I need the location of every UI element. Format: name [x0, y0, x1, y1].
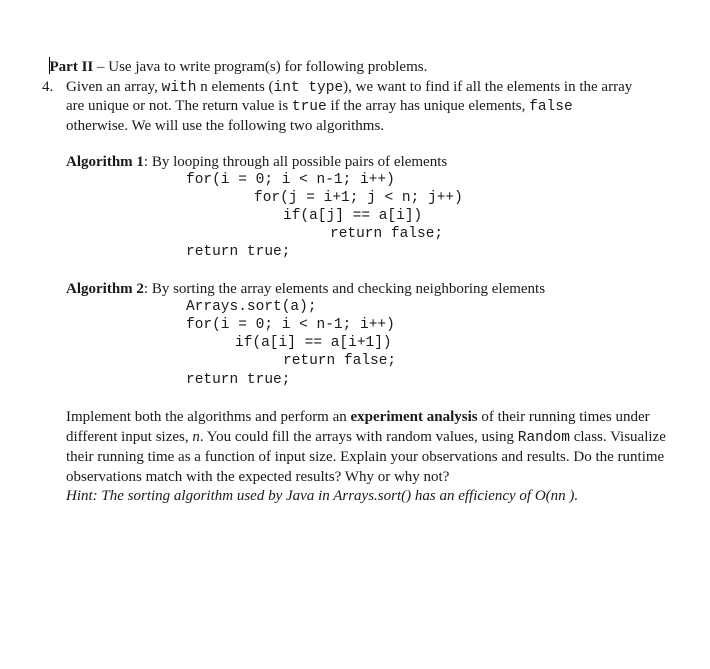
inline-code: Random — [517, 429, 570, 446]
algorithm-1-description: : By looping through all possible pairs of elements — [143, 154, 448, 170]
text: class. Visualize their running time as a function of input size. Explain your observations and results. Do the runtime observations match with the expected results? Why or why not? — [66, 428, 666, 485]
code-line: if(a[i] == a[i+1]) — [235, 335, 392, 351]
variable: n — [192, 428, 200, 445]
inline-code: true — [291, 99, 327, 115]
problem-line-1 — [66, 78, 632, 97]
problem-line-3: otherwise. We will use the following two algorithms. — [66, 118, 385, 134]
code-line: return false; — [330, 226, 444, 242]
text: if the array has unique elements, — [326, 98, 530, 114]
code-line: for(i = 0; i < n-1; i++) — [186, 317, 395, 333]
text: Given an array, — [66, 79, 162, 95]
code-line: for(j = i+1; j < n; j++) — [254, 190, 463, 206]
algorithm-2-heading — [66, 280, 545, 298]
emphasis: experiment analysis — [350, 409, 478, 425]
text: Implement both the algorithms and perform an — [66, 409, 351, 425]
problem-line-2 — [66, 97, 573, 116]
algorithm-1-label: Algorithm 1 — [66, 154, 144, 170]
code-line: return true; — [186, 244, 291, 260]
text: ), we want to find if all the elements in the array — [343, 79, 633, 95]
text: . You could fill the arrays with random values, using — [199, 428, 518, 445]
algorithm-1-heading — [66, 153, 447, 171]
text: are unique or not. The return value is — [66, 98, 292, 114]
part-instructions: – Use java to write program(s) for following problems. — [93, 59, 428, 75]
text: of their running times under different input sizes, — [66, 409, 650, 445]
code-line: if(a[j] == a[i]) — [283, 208, 423, 224]
hint: Hint: The sorting algorithm used by Java in Arrays.sort() has an efficiency of O(nn ). — [66, 488, 579, 504]
part-title — [41, 39, 427, 76]
problem-number: 4. — [42, 79, 54, 95]
code-line: return false; — [283, 353, 397, 369]
algorithm-2-label: Algorithm 2 — [66, 281, 144, 297]
code-line: return true; — [186, 372, 291, 388]
inline-code: false — [529, 99, 573, 115]
part-label: Part II — [49, 59, 94, 75]
algorithm-2-description: : By sorting the array elements and checking neighboring elements — [143, 281, 546, 297]
instructions-paragraph — [66, 408, 666, 507]
code-line: for(i = 0; i < n-1; i++) — [186, 172, 395, 188]
inline-code: with — [161, 80, 197, 96]
inline-code: int type — [273, 80, 344, 96]
text: n elements ( — [196, 79, 274, 95]
code-line: Arrays.sort(a); — [186, 299, 317, 315]
